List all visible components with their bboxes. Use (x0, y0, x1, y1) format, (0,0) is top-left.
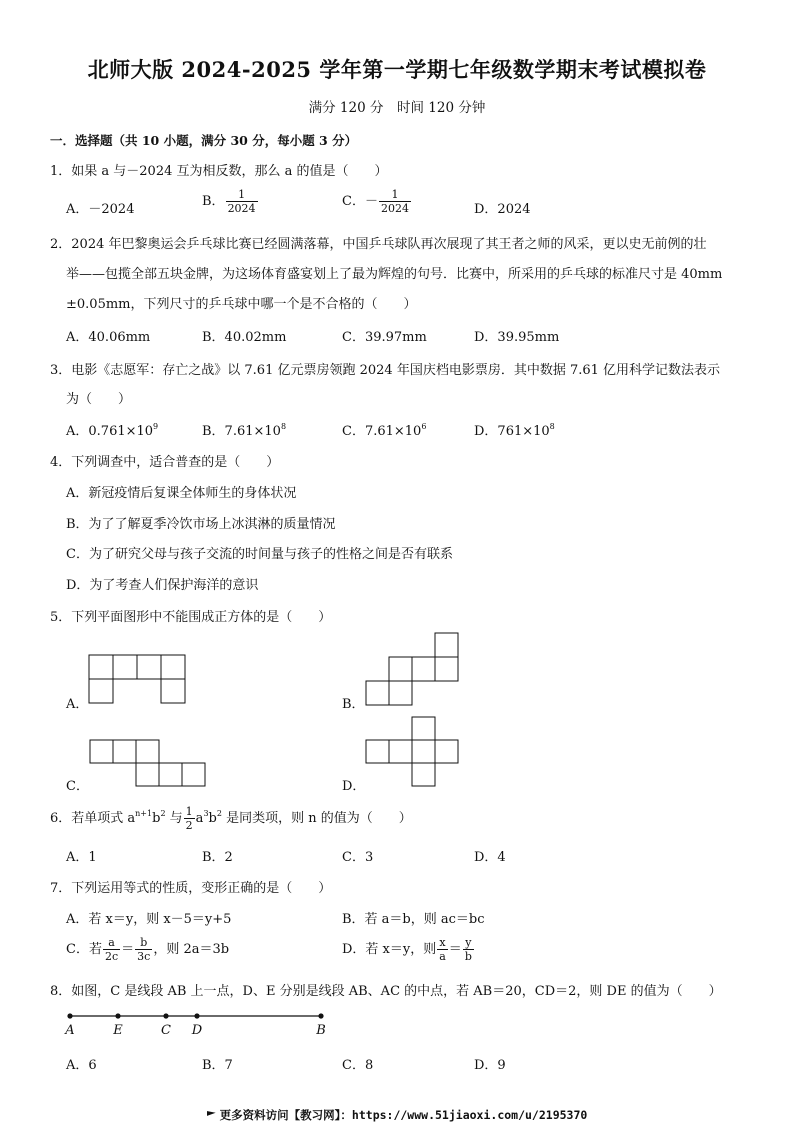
flag-icon (207, 1111, 216, 1120)
q3-option-b: B．$7.61\times 10^8$ (202, 422, 287, 439)
point-c (163, 1013, 168, 1018)
q1-option-d: D．2024 (474, 202, 531, 217)
question-2-line-1: 2．2024 年巴黎奥运会乒乓球比赛已经圆满落幕，中国乒乓球队再次展现了其王者之师的风采，更以史无前例的壮 (50, 237, 707, 252)
question-3-line-2: 为（ ） (66, 392, 132, 407)
q6-option-a: A．1 (66, 850, 97, 865)
q3-option-a: A．$0.761\times 10^9$ (66, 422, 159, 439)
q2-option-a: A．40.06mm (66, 330, 151, 345)
q4-option-c: C．为了研究父母与孩子交流的时间量与孩子的性格之间是否有联系 (66, 547, 453, 562)
q1-option-c: C．－ $\frac{1}{2024}$ (342, 188, 409, 215)
question-5-stem: 5．下列平面图形中不能围成正方体的是（ ） (50, 610, 332, 625)
q1-option-b: B． $\frac{1}{2024}$ (202, 188, 256, 215)
q8-option-d: D．9 (474, 1058, 506, 1073)
q5-option-c-label: C． (66, 779, 89, 794)
q2-option-b: B．40.02mm (202, 330, 287, 345)
point-b (318, 1013, 323, 1018)
q3-option-d: D．$761\times 10^8$ (474, 422, 555, 439)
q5-option-a-label: A． (66, 697, 89, 712)
question-6-stem: 6．若单项式 $a^{n+1}b^2$ 与 $\frac{1}{2}$ $a^3b^2$ 是同类项，则 n 的值为（ ） (50, 805, 412, 832)
point-d (194, 1013, 199, 1018)
q5-option-b-label: B． (342, 697, 365, 712)
q6-option-c: C．3 (342, 850, 374, 865)
section-heading: 一．选择题（共 10 小题，满分 30 分，每小题 3 分） (50, 133, 358, 148)
question-2-line-3: ±0.05mm，下列尺寸的乒乓球中哪一个是不合格的（ ） (66, 297, 417, 312)
segment-diagram (60, 1008, 340, 1040)
question-3-line-1: 3．电影《志愿军：存亡之战》以 7.61 亿元票房领跑 2024 年国庆档电影票房．其中数据 7.61 亿用科学记数法表示 (50, 363, 721, 378)
label-a: A (65, 1023, 75, 1038)
question-2-line-2: 举——包揽全部五块金牌，为这场体育盛宴划上了最为辉煌的句号．比赛中，所采用的乒乓球的标准尺寸是 40mm (66, 267, 723, 282)
q8-option-b: B．7 (202, 1058, 233, 1073)
q4-option-a: A．新冠疫情后复课全体师生的身体状况 (66, 486, 297, 501)
q2-option-c: C．39.97mm (342, 330, 427, 345)
cube-net-b (363, 632, 463, 706)
q5-option-d-label: D． (342, 779, 366, 794)
question-4-stem: 4．下列调查中，适合普查的是（ ） (50, 455, 280, 470)
page-title: 北师大版 2024-2025 学年第一学期七年级数学期末考试模拟卷 (87, 57, 707, 82)
q2-option-d: D．39.95mm (474, 330, 560, 345)
cube-net-a (88, 652, 188, 704)
point-a (67, 1013, 72, 1018)
question-7-stem: 7．下列运用等式的性质，变形正确的是（ ） (50, 881, 332, 896)
q7-option-d: D．若 x＝y，则 $\frac{x}{a}$ ＝ $\frac{y}{b}$ (342, 936, 472, 963)
q3-option-c: C．$7.61\times 10^6$ (342, 422, 427, 439)
q8-option-c: C．8 (342, 1058, 374, 1073)
label-d: D (191, 1023, 203, 1038)
q6-option-d: D．4 (474, 850, 506, 865)
page-subtitle: 满分 120 分 时间 120 分钟 (308, 100, 486, 116)
q7-option-a: A．若 x＝y，则 x－5＝y+5 (66, 912, 232, 927)
footer-link[interactable]: 更多资料访问【教习网】：https://www.51jiaoxi.com/u/2195370 (0, 1107, 794, 1123)
q8-option-a: A．6 (66, 1058, 97, 1073)
label-c: C (161, 1023, 171, 1038)
q1-option-a: A．－2024 (66, 202, 135, 217)
point-e (115, 1013, 120, 1018)
q4-option-b: B．为了了解夏季冷饮市场上冰淇淋的质量情况 (66, 517, 336, 532)
label-e: E (113, 1023, 123, 1038)
cube-net-d (363, 715, 475, 791)
q7-option-b: B．若 a＝b，则 ac＝bc (342, 912, 485, 927)
q4-option-d: D．为了考查人们保护海洋的意识 (66, 578, 259, 593)
question-8-stem: 8．如图，C 是线段 AB 上一点，D、E 分别是线段 AB、AC 的中点，若 AB＝20，CD＝2，则 DE 的值为（ ） (50, 984, 722, 999)
label-b: B (316, 1023, 326, 1038)
q6-option-b: B．2 (202, 850, 233, 865)
question-1-stem: 1．如果 a 与－2024 互为相反数，那么 a 的值是（ ） (50, 164, 388, 179)
q7-option-c: C．若 $\frac{a}{2c}$ ＝ $\frac{b}{3c}$ ，则 2a＝3b (66, 936, 230, 963)
cube-net-c (88, 737, 208, 789)
